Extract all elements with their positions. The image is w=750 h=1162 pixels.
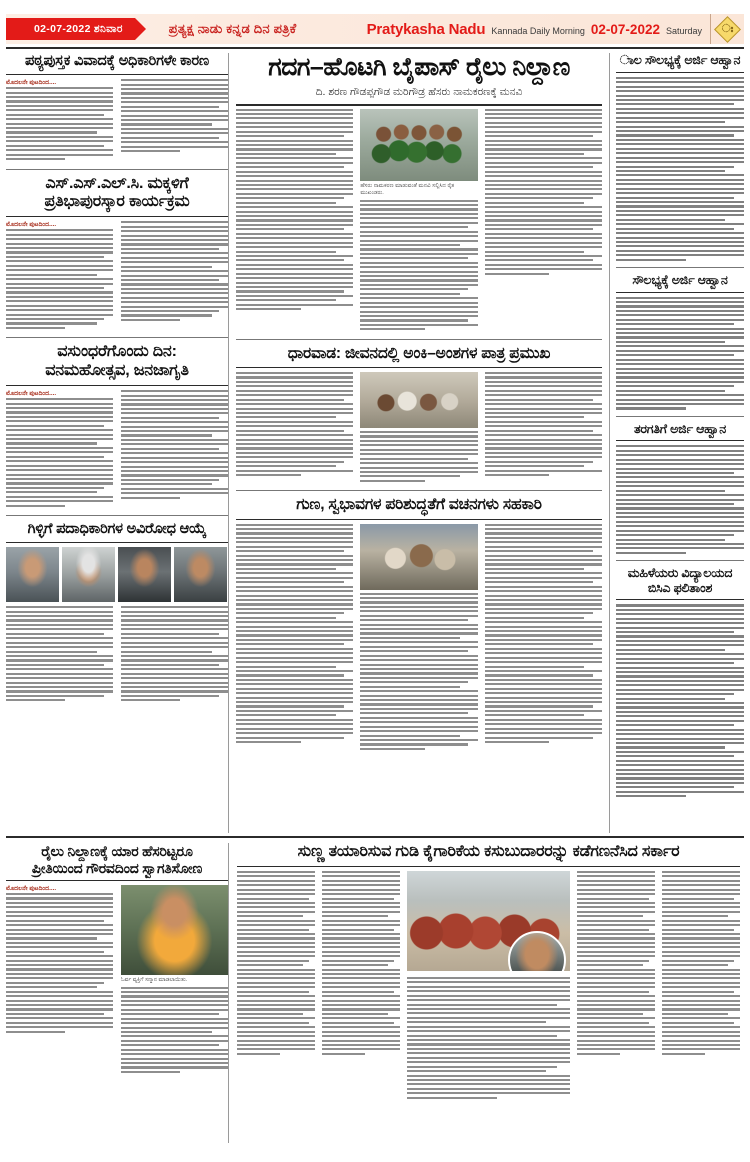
headline-bca-results-line1: ಮಹಿಳೆಯರು ವಿದ್ಯಾಲಯದ <box>627 565 733 580</box>
body-text-col2 <box>121 390 228 499</box>
left-column <box>6 53 228 833</box>
body-text <box>616 297 744 410</box>
section-divider <box>6 337 228 338</box>
body-text-col4 <box>577 871 655 1055</box>
headline-station-naming-line1: ರೈಲು ನಿಲ್ದಾಣಕ್ಕೆ ಯಾರ ಹೆಸರಿಟ್ಟರೂ <box>41 843 193 859</box>
continued-label: ಮೊದಲನೇ ಪುಟದಿಂದ.... <box>6 79 57 87</box>
body-text <box>616 604 744 797</box>
article-body <box>6 885 228 1075</box>
inset-portrait <box>508 931 566 971</box>
body-text-col5 <box>662 871 740 1055</box>
notice-facility-applications <box>616 273 744 410</box>
continued-label: ಮೊದಲನೇ ಪುಟದಿಂದ.... <box>6 390 57 398</box>
headline-divider <box>616 599 744 600</box>
article-textbook-controversy <box>6 53 228 163</box>
headline-gilli-officebearers: ಗಿಳ್ಳಿಗೆ ಪದಾಧಿಕಾರಿಗಳ ಅವಿರೋಧ ಆಯ್ಕೆ <box>27 521 207 538</box>
article-body <box>236 372 602 484</box>
body-text-col2 <box>360 431 477 482</box>
bottom-section <box>6 843 744 1143</box>
photo-caption: ಹೆಸರು ನಾಮಕರಣ ಮಾಡುವಂತೆ ಮನವಿ ಸಲ್ಲಿಸಿದ ರೈತ ಮುಖಂಡರು. <box>360 182 455 197</box>
subhead-gadag-hotagi-railway: ದಿ. ಶರಣ ಗೌಡಪ್ಪಗೌಡ ಮರಿಗೌಡ್ರ ಹೆಸರು ನಾಮಕರಣಕ್ಕೆ ಮನವಿ <box>315 85 523 98</box>
section-divider <box>236 490 602 491</box>
body-text-col2 <box>121 221 228 321</box>
portrait-photo-3 <box>118 547 171 602</box>
article-body <box>237 871 740 1101</box>
body-text-col2 <box>121 987 228 1073</box>
section-divider <box>616 267 744 268</box>
article-body <box>236 109 602 333</box>
masthead-kannada-title: ಪ್ರತ್ಯಕ್ಷ ನಾಡು ಕನ್ನಡ ದಿನ ಪತ್ರಿಕೆ <box>168 21 297 36</box>
body-text <box>616 445 744 554</box>
newspaper-page <box>0 14 750 1162</box>
section-divider <box>236 339 602 340</box>
body-text-col2 <box>121 79 228 152</box>
headline-sslc-line2: ಪ್ರತಿಭಾಪುರಸ್ಕಾರ ಕಾರ್ಯಕ್ರಮ <box>44 193 190 211</box>
article-gilli-officebearers <box>6 521 228 704</box>
masthead-english-subtitle: Kannada Daily Morning <box>491 25 585 36</box>
headline-dharwad-statistics: ಧಾರವಾಡ: ಜೀವನದಲ್ಲಿ ಅಂಕಿ–ಅಂಶಗಳ ಪಾತ್ರ ಪ್ರಮುಖ <box>287 344 551 362</box>
portrait-photo-4 <box>174 547 227 602</box>
masthead-english-date: 02-07-2022 <box>590 21 660 37</box>
article-sslc-awards <box>6 175 228 332</box>
body-text-col2 <box>121 606 228 701</box>
body-text-col1 <box>237 871 315 1055</box>
headline-divider <box>236 519 602 520</box>
masthead <box>6 14 744 44</box>
body-text-col2 <box>322 871 400 1055</box>
masthead-date-chip: 02-07-2022 ಶನಿವಾರ <box>6 18 135 40</box>
bottom-section-rule <box>6 836 744 838</box>
portrait-photo-2 <box>62 547 115 602</box>
headline-facility-applications: ಸೌಲಭ್ಯಕ್ಕೆ ಅರ್ಜಿ ಆಹ್ವಾನ <box>632 272 728 287</box>
headline-divider <box>616 440 744 441</box>
article-body <box>6 390 228 509</box>
masthead-logo <box>710 14 744 44</box>
body-text-col1 <box>6 87 113 160</box>
portrait-photo-row <box>6 547 228 602</box>
body-text-col1 <box>6 229 113 329</box>
notice-loan-applications <box>616 53 744 261</box>
headline-divider <box>6 542 228 543</box>
body-text-col3 <box>485 372 602 476</box>
farmers-group-photo <box>360 109 477 181</box>
headline-divider <box>616 292 744 293</box>
body-text-col1 <box>6 606 113 701</box>
masthead-right-group <box>367 21 710 38</box>
notice-bca-results <box>616 566 744 797</box>
logo-glyph: ಃ <box>721 22 734 35</box>
headline-divider <box>6 74 228 75</box>
section-divider <box>6 169 228 170</box>
section-divider <box>6 515 228 516</box>
body-text-col3 <box>485 109 602 275</box>
body-text-col1 <box>6 398 113 507</box>
headline-divider <box>236 104 602 106</box>
headline-bca-results-line2: ಬಿಸಿಎ ಫಲಿತಾಂಶ <box>647 580 713 595</box>
section-divider <box>616 416 744 417</box>
notice-class-applications <box>616 422 744 554</box>
right-column <box>610 53 744 833</box>
article-body <box>6 221 228 331</box>
headline-gadag-hotagi-railway: ಗದಗ–ಹೊಟಗಿ ಬೈಪಾಸ್ ರೈಲು ನಿಲ್ದಾಣ <box>268 53 570 81</box>
bottom-right-article <box>228 843 740 1143</box>
article-dharwad-statistics <box>236 345 602 485</box>
masthead-english-title: Pratykasha Nadu <box>366 20 486 38</box>
article-vachanas-purity <box>236 496 602 752</box>
headline-class-applications: ತರಗತಿಗೆ ಅರ್ಜಿ ಆಹ್ವಾನ <box>633 421 727 436</box>
article-body <box>236 524 602 753</box>
photo-caption: ಓರ್ವ ವ್ಯಕ್ತಿಗೆ ಸನ್ಮಾನ ಮಾಡಲಾಯಿತು. <box>121 977 188 984</box>
headline-vanamahotsava-line1: ವಸುಂಧರೆಗೊಂದು ದಿನ: <box>57 343 177 361</box>
headline-sslc-line1: ಎಸ್.ಎಸ್.ಎಲ್.ಸಿ. ಮಕ್ಕಳಿಗೆ <box>45 174 189 192</box>
body-text-col2 <box>360 200 477 331</box>
hall-event-photo <box>360 524 477 590</box>
headline-vanamahotsava-line2: ವನಮಹೋತ್ಸವ, ಜನಜಾಗೃತಿ <box>45 362 189 380</box>
section-divider <box>616 560 744 561</box>
headline-divider <box>237 866 740 867</box>
lime-kiln-photo <box>407 871 571 971</box>
headline-divider <box>6 880 228 881</box>
logo-diamond-icon <box>714 16 741 43</box>
continued-label: ಮೊದಲನೇ ಪುಟದಿಂದ.... <box>6 885 57 893</box>
headline-station-naming-line2: ಪ್ರೀತಿಯಿಂದ ಗೌರವದಿಂದ ಸ್ವಾಗತಿಸೋಣ <box>31 859 203 876</box>
body-text-col2 <box>360 593 477 750</box>
headline-lime-kiln-workers: ಸುಣ್ಣ ತಯಾರಿಸುವ ಗುಡಿ ಕೈಗಾರಿಕೆಯ ಕಸುಬುದಾರರನ್ನು ಕಡೆಗಣನೆಸಿದ ಸರ್ಕಾರ <box>297 843 680 860</box>
headline-textbook-controversy: ಪಠ್ಯಪುಸ್ತಕ ವಿವಾದಕ್ಕೆ ಅಧಿಕಾರಿಗಳೇ ಕಾರಣ <box>24 53 210 69</box>
body-text <box>616 77 744 261</box>
body-text-col1 <box>236 524 353 744</box>
garlanded-man-photo <box>121 885 228 975</box>
article-gadag-hotagi-railway <box>236 53 602 333</box>
body-text-col1 <box>236 372 353 476</box>
main-content-grid <box>6 53 744 833</box>
headline-divider <box>6 385 228 386</box>
masthead-day: Saturday <box>665 25 702 36</box>
masthead-rule <box>6 47 744 49</box>
article-body <box>6 79 228 162</box>
body-text-col3 <box>407 977 571 1099</box>
headline-divider <box>236 367 602 368</box>
article-body <box>6 606 228 704</box>
headline-vachanas-purity: ಗುಣ, ಸ್ವಭಾವಗಳ ಪರಿಶುದ್ಧತೆಗೆ ವಚನಗಳು ಸಹಕಾರಿ <box>296 496 542 514</box>
headline-divider <box>6 216 228 217</box>
bottom-left-article <box>6 843 228 1143</box>
continued-label: ಮೊದಲನೇ ಪುಟದಿಂದ.... <box>6 221 57 229</box>
body-text-col1 <box>6 893 113 1033</box>
article-vanamahotsava <box>6 343 228 509</box>
body-text-col1 <box>236 109 353 311</box>
seminar-photo <box>360 372 477 428</box>
body-text-col3 <box>485 524 602 744</box>
center-column <box>228 53 610 833</box>
headline-loan-applications: ಾಲ ಸೌಲಭ್ಯಕ್ಕೆ ಅರ್ಜಿ ಆಹ್ವಾನ <box>619 53 741 67</box>
portrait-photo-1 <box>6 547 59 602</box>
headline-divider <box>616 72 744 73</box>
